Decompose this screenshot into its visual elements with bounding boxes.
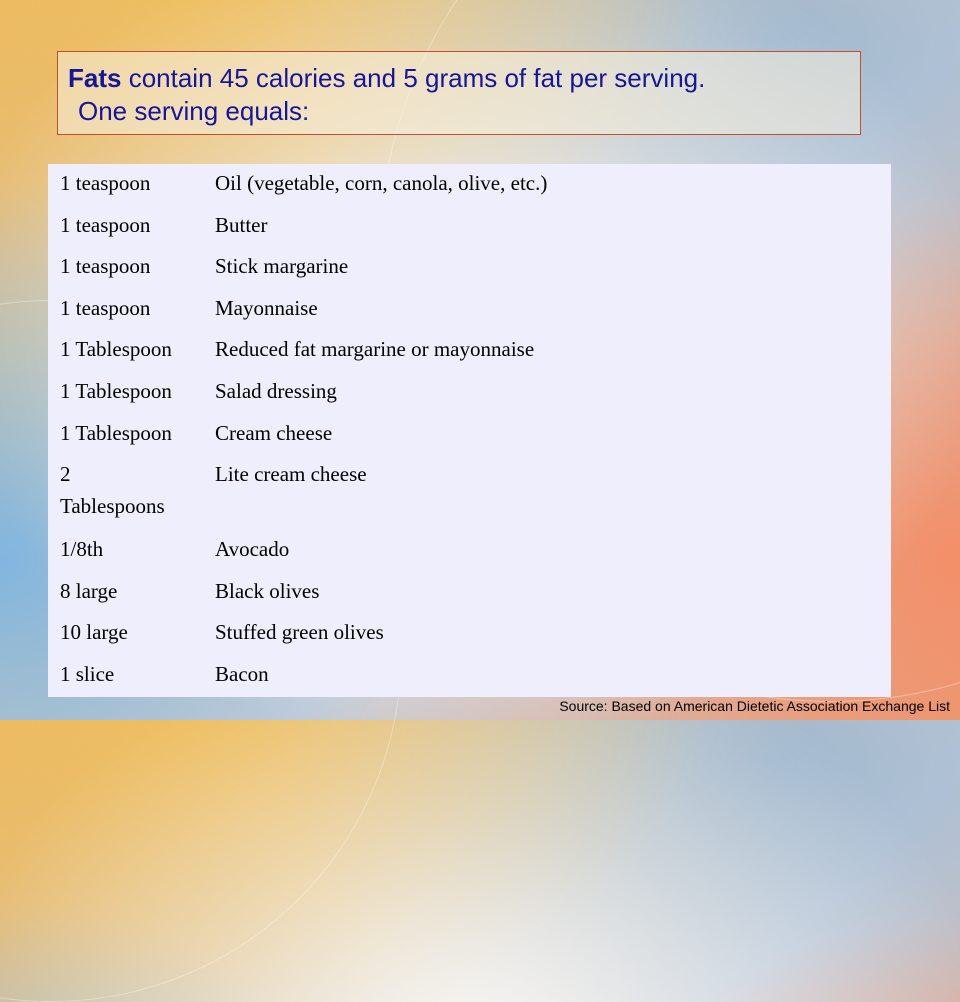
quantity-cell: 1 Tablespoon [60,337,172,362]
quantity-cell: 1 teaspoon [60,295,151,320]
servings-table [48,167,547,700]
food-cell: Cream cheese [215,420,333,445]
table-row [48,575,547,617]
table-row [48,375,547,417]
table-row [48,167,547,209]
quantity-cell: 2 Tablespoons [60,462,165,519]
table-row [48,292,547,334]
table-row [48,209,547,251]
food-cell: Black olives [215,578,320,603]
table-row [48,658,547,700]
title-line2: One serving equals: [78,96,310,126]
table-row [48,417,547,459]
food-cell: Salad dressing [215,378,337,403]
food-cell: Bacon [215,661,269,686]
source-note: Source: Based on American Dietetic Association Exchange List [559,698,950,714]
table-row [48,250,547,292]
title-box [57,51,861,135]
quantity-cell: 1 Tablespoon [60,378,172,403]
quantity-cell: 1 Tablespoon [60,420,172,445]
food-cell: Mayonnaise [215,295,318,320]
table-row [48,616,547,658]
food-cell: Reduced fat margarine or mayonnaise [215,337,535,362]
quantity-cell: 8 large [60,578,118,603]
quantity-cell: 1 teaspoon [60,254,151,279]
food-cell: Stuffed green olives [215,620,384,645]
title-line1-rest: contain 45 calories and 5 grams of fat per serving. [121,63,706,93]
slide-title [68,62,852,128]
quantity-cell: 1 teaspoon [60,212,151,237]
title-bold-word: Fats [68,63,122,93]
food-cell: Lite cream cheese [215,462,367,487]
food-cell: Oil (vegetable, corn, canola, olive, etc.) [215,171,548,195]
quantity-cell: 1 teaspoon [60,171,151,195]
food-cell: Avocado [215,537,290,562]
food-cell: Butter [215,212,268,237]
table-row [48,458,547,533]
quantity-cell: 1/8th [60,537,104,562]
quantity-cell: 10 large [60,620,128,645]
table-row [48,333,547,375]
food-cell: Stick margarine [215,254,349,279]
table-row [48,533,547,575]
servings-table-panel [48,164,891,697]
quantity-cell: 1 slice [60,661,115,686]
